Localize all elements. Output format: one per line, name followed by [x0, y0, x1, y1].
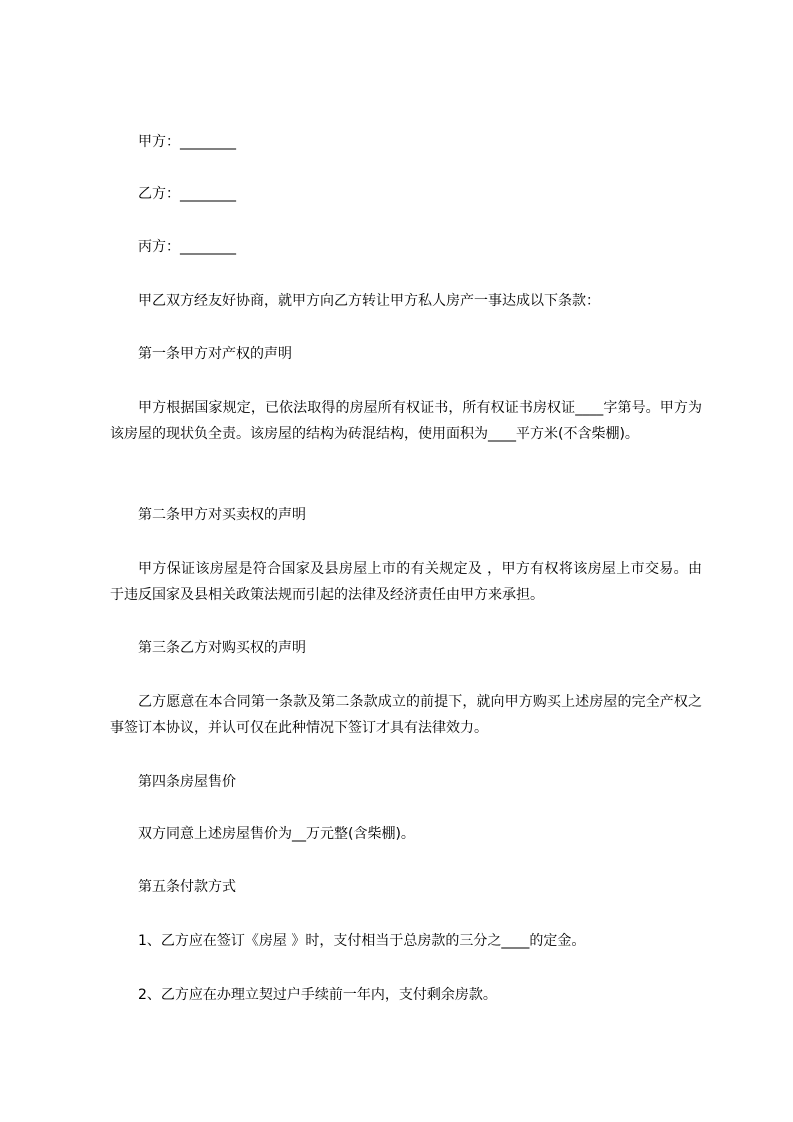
article-2-title: 第二条甲方对买卖权的声明	[138, 507, 306, 523]
article-5-item-2: 2、乙方应在办理立契过户手续前一年内，支付剩余房款。	[138, 987, 497, 1003]
article-1-title: 第一条甲方对产权的声明	[138, 346, 292, 362]
article-5-title: 第五条付款方式	[138, 879, 236, 895]
article-4-title: 第四条房屋售价	[138, 774, 236, 790]
article-1-body: 甲方根据国家规定，已依法取得的房屋所有权证书，所有权证书房权证____字第号。甲方为该房屋的现状负全责。该房屋的结构为砖混结构，使用面积为____平方米(不含柴棚)。	[110, 400, 702, 442]
article-3-body: 乙方愿意在本合同第一条款及第二条款成立的前提下，就向甲方购买上述房屋的完全产权之事签订本协议，并认可仅在此种情况下签订才具有法律效力。	[110, 694, 702, 736]
intro-paragraph: 甲乙双方经友好协商，就甲方向乙方转让甲方私人房产一事达成以下条款：	[138, 293, 600, 309]
article-5-item-1: 1、乙方应在签订《房屋 》时，支付相当于总房款的三分之____的定金。	[138, 933, 586, 949]
article-2-body: 甲方保证该房屋是符合国家及县房屋上市的有关规定及 ，甲方有权将该房屋上市交易。由于违反国家及县相关政策法规而引起的法律及经济责任由甲方来承担。	[110, 561, 702, 603]
party-c-line: 丙方：________	[138, 239, 236, 255]
party-b-line: 乙方：________	[138, 186, 236, 202]
article-3-title: 第三条乙方对购买权的声明	[138, 640, 306, 656]
party-a-line: 甲方：________	[138, 134, 236, 150]
article-4-body: 双方同意上述房屋售价为__万元整(含柴棚)。	[138, 826, 415, 842]
